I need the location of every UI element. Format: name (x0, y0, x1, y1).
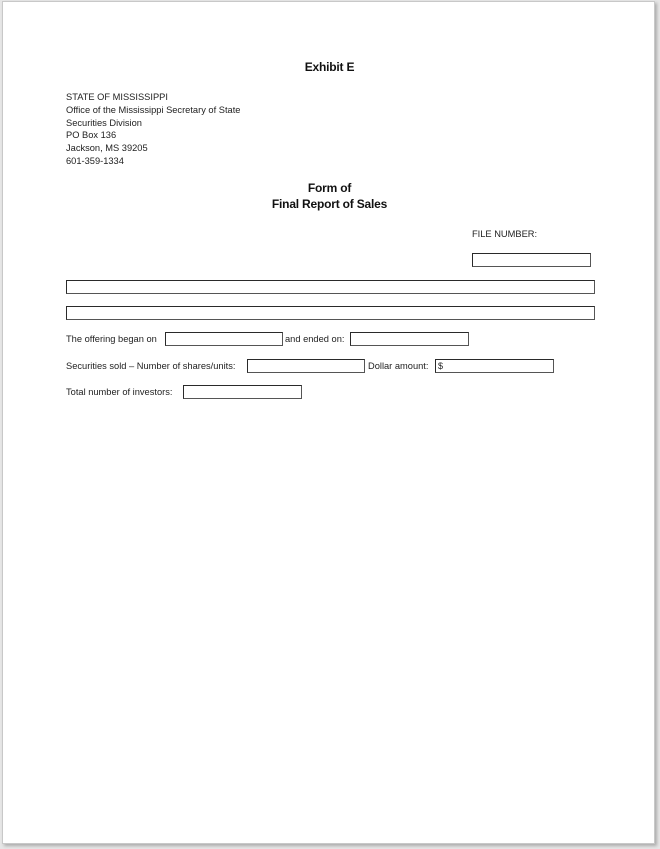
address-line-division: Securities Division (66, 117, 142, 128)
document-page (2, 1, 655, 844)
offering-ended-label: and ended on: (285, 334, 345, 344)
form-title-line-1: Form of (307, 181, 352, 195)
form-title-line-2: Final Report of Sales (271, 197, 388, 211)
address-line-po-box: PO Box 136 (66, 130, 117, 141)
dollar-amount-field[interactable] (435, 359, 554, 373)
form-title (3, 180, 656, 212)
offering-began-label: The offering began on (66, 334, 157, 344)
offering-began-field[interactable] (165, 332, 283, 346)
wide-text-field-1[interactable] (66, 280, 595, 294)
total-investors-field[interactable] (183, 385, 302, 399)
total-investors-label: Total number of investors: (66, 387, 173, 397)
offering-ended-field[interactable] (350, 332, 469, 346)
shares-sold-field[interactable] (247, 359, 365, 373)
file-number-field[interactable] (472, 253, 591, 267)
address-line-state: STATE OF MISSISSIPPI (66, 92, 168, 102)
wide-text-field-2[interactable] (66, 306, 595, 320)
exhibit-title: Exhibit E (304, 60, 355, 74)
address-line-city: Jackson, MS 39205 (66, 143, 148, 154)
dollar-amount-label: Dollar amount: (368, 361, 429, 371)
address-line-phone: 601-359-1334 (66, 155, 124, 166)
shares-sold-label: Securities sold – Number of shares/units: (66, 361, 236, 371)
address-line-office: Office of the Mississippi Secretary of State (66, 104, 241, 115)
file-number-label: FILE NUMBER: (472, 229, 538, 239)
agency-address (66, 91, 240, 168)
